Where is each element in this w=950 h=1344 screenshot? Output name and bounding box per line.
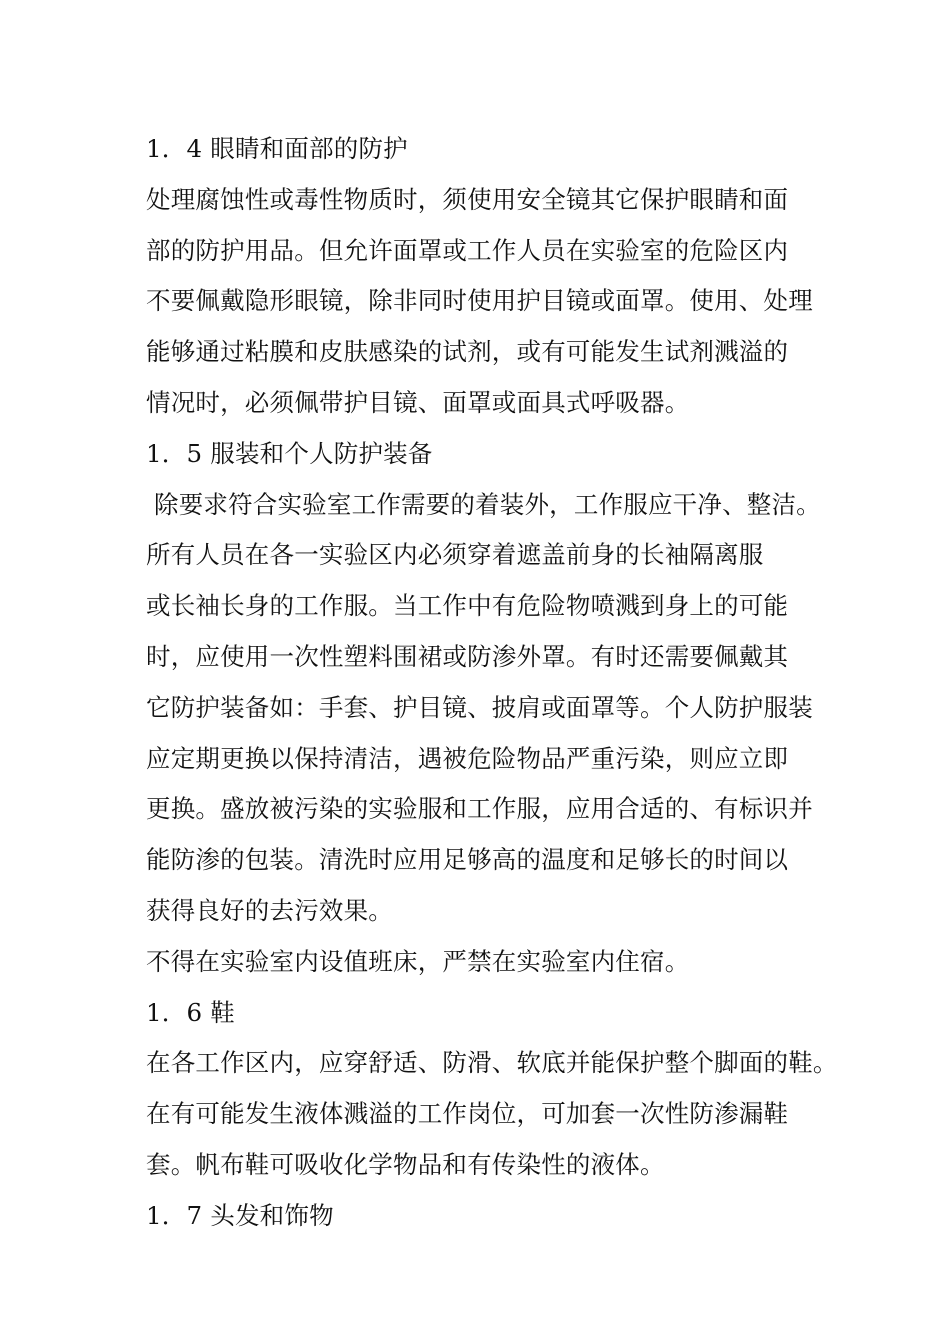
paragraph-line: 它防护装备如：手套、护目镜、披肩或面罩等。个人防护服装 (146, 692, 813, 722)
paragraph-line: 不要佩戴隐形眼镜，除非同时使用护目镜或面罩。使用、处理 (146, 286, 813, 316)
paragraph-line: 部的防护用品。但允许面罩或工作人员在实验室的危险区内 (146, 235, 789, 265)
paragraph-line: 不得在实验室内设值班床，严禁在实验室内住宿。 (146, 946, 690, 976)
section-heading-clothing: 1．5 服装和个人防护装备 (146, 438, 433, 468)
section-heading-eye-face: 1．4 眼睛和面部的防护 (146, 134, 408, 163)
paragraph-line: 情况时，必须佩带护目镜、面罩或面具式呼吸器。 (146, 387, 690, 417)
paragraph-line: 套。帆布鞋可吸收化学物品和有传染性的液体。 (146, 1149, 665, 1179)
paragraph-line: 除要求符合实验室工作需要的着装外，工作服应干净、整洁。 (146, 489, 821, 519)
paragraph-line: 在有可能发生液体溅溢的工作岗位，可加套一次性防渗漏鞋 (146, 1099, 789, 1129)
section-heading-shoes: 1．6 鞋 (146, 997, 235, 1027)
paragraph-line: 时，应使用一次性塑料围裙或防渗外罩。有时还需要佩戴其 (146, 641, 789, 671)
paragraph-line: 所有人员在各一实验区内必须穿着遮盖前身的长袖隔离服 (146, 540, 764, 570)
paragraph-line: 或长袖长身的工作服。当工作中有危险物喷溅到身上的可能 (146, 591, 789, 621)
paragraph-line: 获得良好的去污效果。 (146, 895, 393, 925)
document-body (146, 124, 838, 1242)
paragraph-line: 能防渗的包装。清洗时应用足够高的温度和足够长的时间以 (146, 845, 789, 875)
paragraph-line: 更换。盛放被污染的实验服和工作服，应用合适的、有标识并 (146, 794, 813, 824)
paragraph-line: 能够通过粘膜和皮肤感染的试剂，或有可能发生试剂溅溢的 (146, 337, 789, 367)
section-heading-hair-accessories: 1．7 头发和饰物 (146, 1200, 334, 1230)
paragraph-line: 应定期更换以保持清洁，遇被危险物品严重污染，则应立即 (146, 743, 789, 773)
paragraph-line: 在各工作区内，应穿舒适、防滑、软底并能保护整个脚面的鞋。 (146, 1048, 838, 1078)
paragraph-line: 处理腐蚀性或毒性物质时，须使用安全镜其它保护眼睛和面 (146, 184, 789, 214)
